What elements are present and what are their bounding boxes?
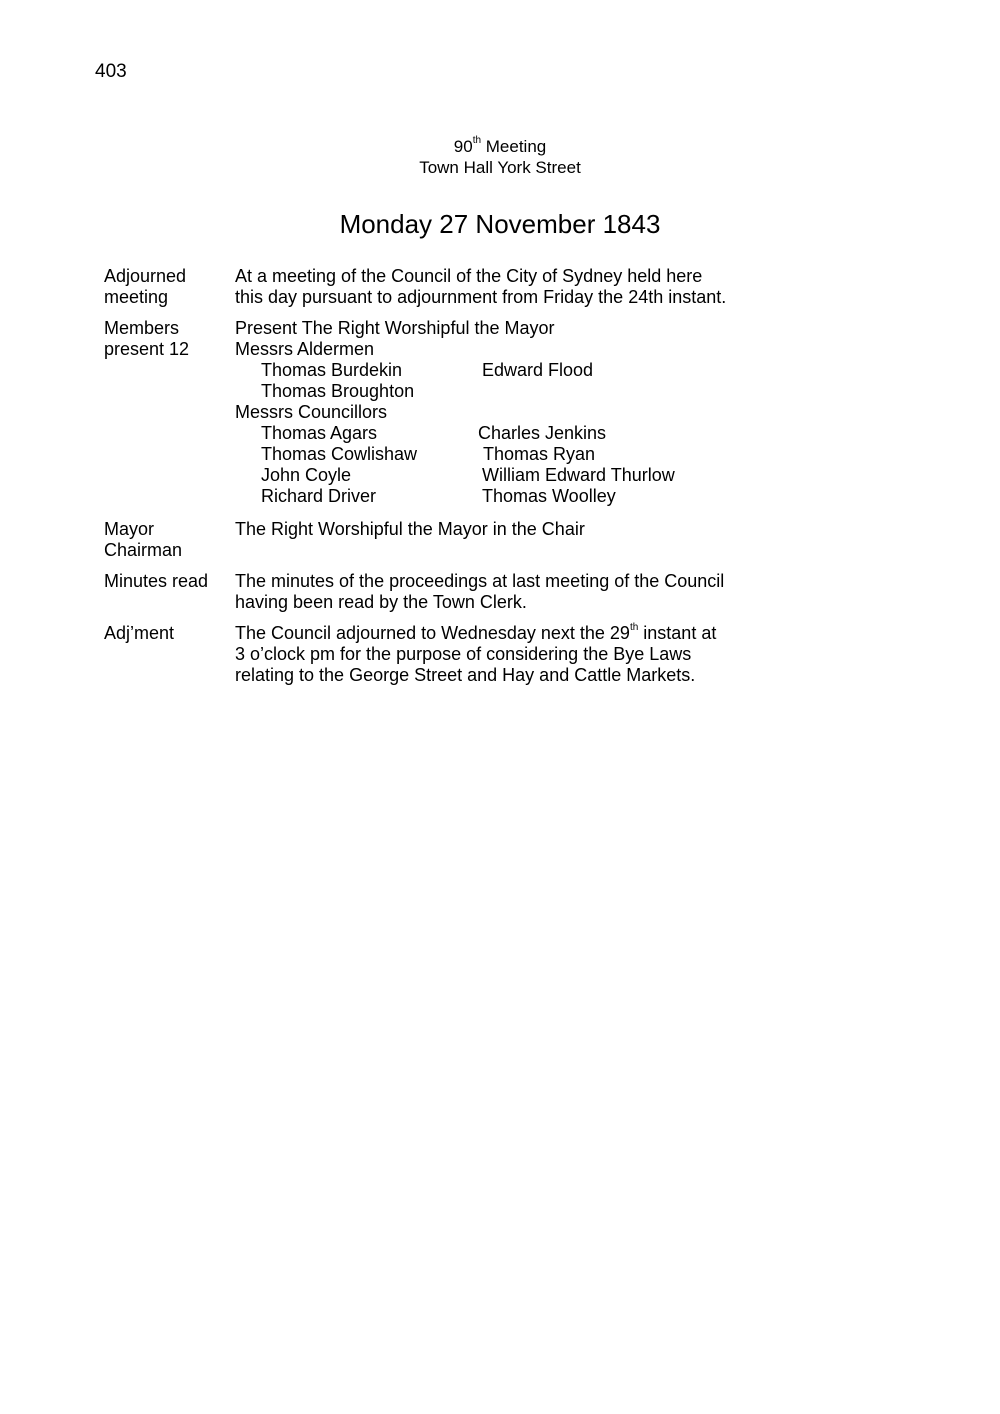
page-number: 403 xyxy=(95,61,127,82)
margin-line: Adj’ment xyxy=(104,623,175,643)
member-name: Edward Flood xyxy=(482,360,594,380)
paragraph-line: this day pursuant to adjournment from Friday the 24th instant. xyxy=(235,287,727,307)
councillors-heading: Messrs Councillors xyxy=(235,402,388,422)
meeting-venue: Town Hall York Street xyxy=(419,158,581,177)
member-name: John Coyle xyxy=(261,465,352,485)
margin-line: Minutes read xyxy=(104,571,209,591)
member-name: Thomas Burdekin xyxy=(261,360,403,380)
member-name: Thomas Agars xyxy=(261,423,378,443)
aldermen-heading: Messrs Aldermen xyxy=(235,339,375,359)
meeting-header xyxy=(0,136,1000,178)
paragraph-adjourned xyxy=(235,266,795,308)
councillors-row xyxy=(235,444,795,465)
margin-note-adjourned xyxy=(104,266,229,308)
member-name: William Edward Thurlow xyxy=(482,465,675,485)
margin-line: Chairman xyxy=(104,540,183,560)
margin-note-chair xyxy=(104,519,229,561)
councillors-row xyxy=(235,423,795,444)
margin-note-members xyxy=(104,318,229,360)
member-name: Thomas Broughton xyxy=(261,381,415,401)
meeting-number: 90th Meeting xyxy=(453,135,547,156)
paragraph-line: The minutes of the proceedings at last meeting of the Council xyxy=(235,571,725,591)
member-name: Thomas Cowlishaw xyxy=(261,444,418,464)
paragraph-adjournment xyxy=(235,623,795,686)
paragraph-line: relating to the George Street and Hay and Cattle Markets. xyxy=(235,665,696,685)
paragraph-minutes xyxy=(235,571,795,613)
member-name: Richard Driver xyxy=(261,486,377,506)
councillors-row xyxy=(235,465,795,486)
margin-note-minutes xyxy=(104,571,229,592)
member-name: Charles Jenkins xyxy=(478,423,607,443)
margin-line: Adjourned xyxy=(104,266,187,286)
margin-line: Mayor xyxy=(104,519,155,539)
councillors-row xyxy=(235,486,795,507)
margin-line: meeting xyxy=(104,287,169,307)
date-title: Monday 27 November 1843 xyxy=(339,209,661,239)
present-line: Present The Right Worshipful the Mayor xyxy=(235,318,555,338)
members-list xyxy=(235,318,795,507)
member-name: Thomas Woolley xyxy=(482,486,616,506)
paragraph-chair xyxy=(235,519,795,540)
aldermen-row xyxy=(235,360,795,381)
member-name: Thomas Ryan xyxy=(483,444,596,464)
margin-line: Members xyxy=(104,318,180,338)
margin-line: present 12 xyxy=(104,339,190,359)
paragraph-line: 3 o’clock pm for the purpose of considering the Bye Laws xyxy=(235,644,692,664)
paragraph-line: At a meeting of the Council of the City of Sydney held here xyxy=(235,266,703,286)
paragraph-line: The Council adjourned to Wednesday next the 29th instant at xyxy=(235,622,717,643)
paragraph-line: The Right Worshipful the Mayor in the Chair xyxy=(235,519,585,539)
aldermen-row xyxy=(235,381,795,402)
margin-note-adjournment xyxy=(104,623,229,644)
paragraph-line: having been read by the Town Clerk. xyxy=(235,592,527,612)
